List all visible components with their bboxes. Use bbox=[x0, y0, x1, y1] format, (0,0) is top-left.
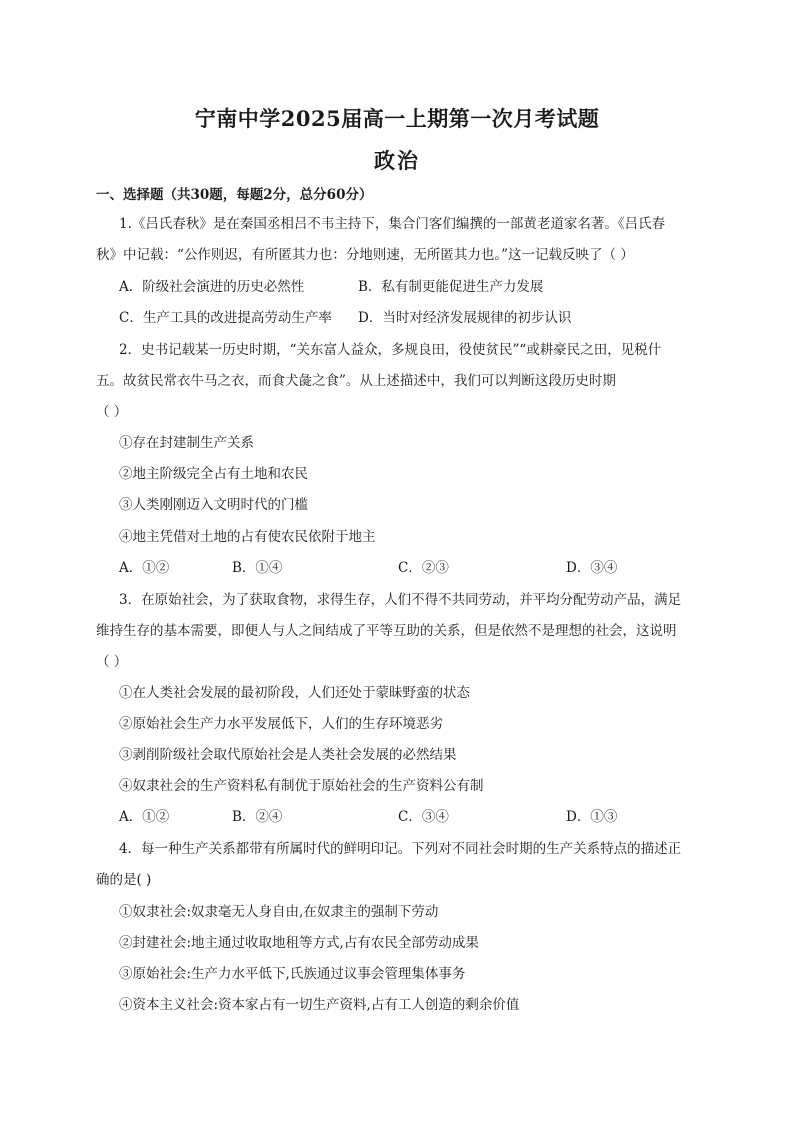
question-2-line-1: 2．史书记载某一历史时期，“关东富人益众，多规良田，役使贫民”“或耕豪民之田，见税什 bbox=[119, 342, 662, 358]
question-2-item-4: ④地主凭借对土地的占有使农民依附于地主 bbox=[119, 529, 376, 545]
question-3-choice-d: D．①③ bbox=[566, 809, 618, 825]
question-2-choice-c: C．②③ bbox=[398, 560, 449, 576]
question-2-choice-a: A．①② bbox=[119, 560, 170, 576]
question-2-line-2: 五。故贫民常衣牛马之衣，而食犬彘之食”。从上述描述中，我们可以判断这段历史时期 bbox=[96, 373, 616, 389]
question-3-line-2: 维持生存的基本需要，即便人与人之间结成了平等互助的关系，但是依然不是理想的社会，这说明 bbox=[96, 623, 677, 639]
question-4-line-1: 4．每一种生产关系都带有所属时代的鲜明印记。下列对不同社会时期的生产关系特点的描述正 bbox=[119, 841, 682, 857]
question-2-choice-d: D．③④ bbox=[566, 560, 618, 576]
question-1-option-d: D．当时对经济发展规律的初步认识 bbox=[358, 310, 572, 326]
question-3-item-3: ③剥削阶级社会取代原始社会是人类社会发展的必然结果 bbox=[119, 747, 457, 763]
question-2-choice-b: B．①④ bbox=[232, 560, 283, 576]
question-1-option-c: C．生产工具的改进提高劳动生产率 bbox=[119, 310, 332, 326]
question-4-item-1: ①奴隶社会:奴隶毫无人身自由,在奴隶主的强制下劳动 bbox=[119, 904, 439, 920]
question-1-option-b: B．私有制更能促进生产力发展 bbox=[358, 279, 544, 295]
question-2-line-3: （ ） bbox=[96, 404, 128, 420]
exam-title: 宁南中学2025届高一上期第一次月考试题 bbox=[194, 106, 600, 131]
question-1-line-1: 1.《吕氏春秋》是在秦国丞相吕不韦主持下，集合门客们编撰的一部黄老道家名著。《吕氏春 bbox=[119, 216, 666, 232]
question-1-line-2: 秋》中记载：“公作则迟，有所匿其力也：分地则速，无所匿其力也。”这一记载反映了（ ） bbox=[96, 247, 634, 263]
question-3-choice-b: B．②④ bbox=[232, 809, 283, 825]
question-3-choice-a: A．①② bbox=[119, 809, 170, 825]
question-3-item-4: ④奴隶社会的生产资料私有制优于原始社会的生产资料公有制 bbox=[119, 778, 484, 794]
question-3-item-1: ①在人类社会发展的最初阶段，人们还处于蒙昧野蛮的状态 bbox=[119, 685, 470, 701]
question-2-item-2: ②地主阶级完全占有土地和农民 bbox=[119, 466, 308, 482]
question-3-line-1: 3．在原始社会，为了获取食物，求得生存，人们不得不共同劳动，并平均分配劳动产品，满足 bbox=[119, 592, 682, 608]
question-1-option-a: A．阶级社会演进的历史必然性 bbox=[119, 279, 305, 295]
subject-title: 政治 bbox=[374, 148, 420, 173]
question-4-item-2: ②封建社会:地主通过收取地租等方式,占有农民全部劳动成果 bbox=[119, 935, 479, 951]
question-4-item-4: ④资本主义社会:资本家占有一切生产资料,占有工人创造的剩余价值 bbox=[119, 997, 520, 1013]
question-3-choice-c: C．③④ bbox=[398, 809, 449, 825]
question-3-line-3: （ ） bbox=[96, 654, 128, 670]
question-2-item-1: ①存在封建制生产关系 bbox=[119, 435, 254, 451]
section-heading: 一、选择题（共30题，每题2分，总分60分） bbox=[96, 187, 373, 203]
question-3-item-2: ②原始社会生产力水平发展低下，人们的生存环境恶劣 bbox=[119, 716, 443, 732]
question-4-item-3: ③原始社会:生产力水平低下,氏族通过议事会管理集体事务 bbox=[119, 966, 466, 982]
question-4-line-2: 确的是( ) bbox=[96, 872, 152, 888]
question-2-item-3: ③人类刚刚迈入文明时代的门槛 bbox=[119, 497, 308, 513]
